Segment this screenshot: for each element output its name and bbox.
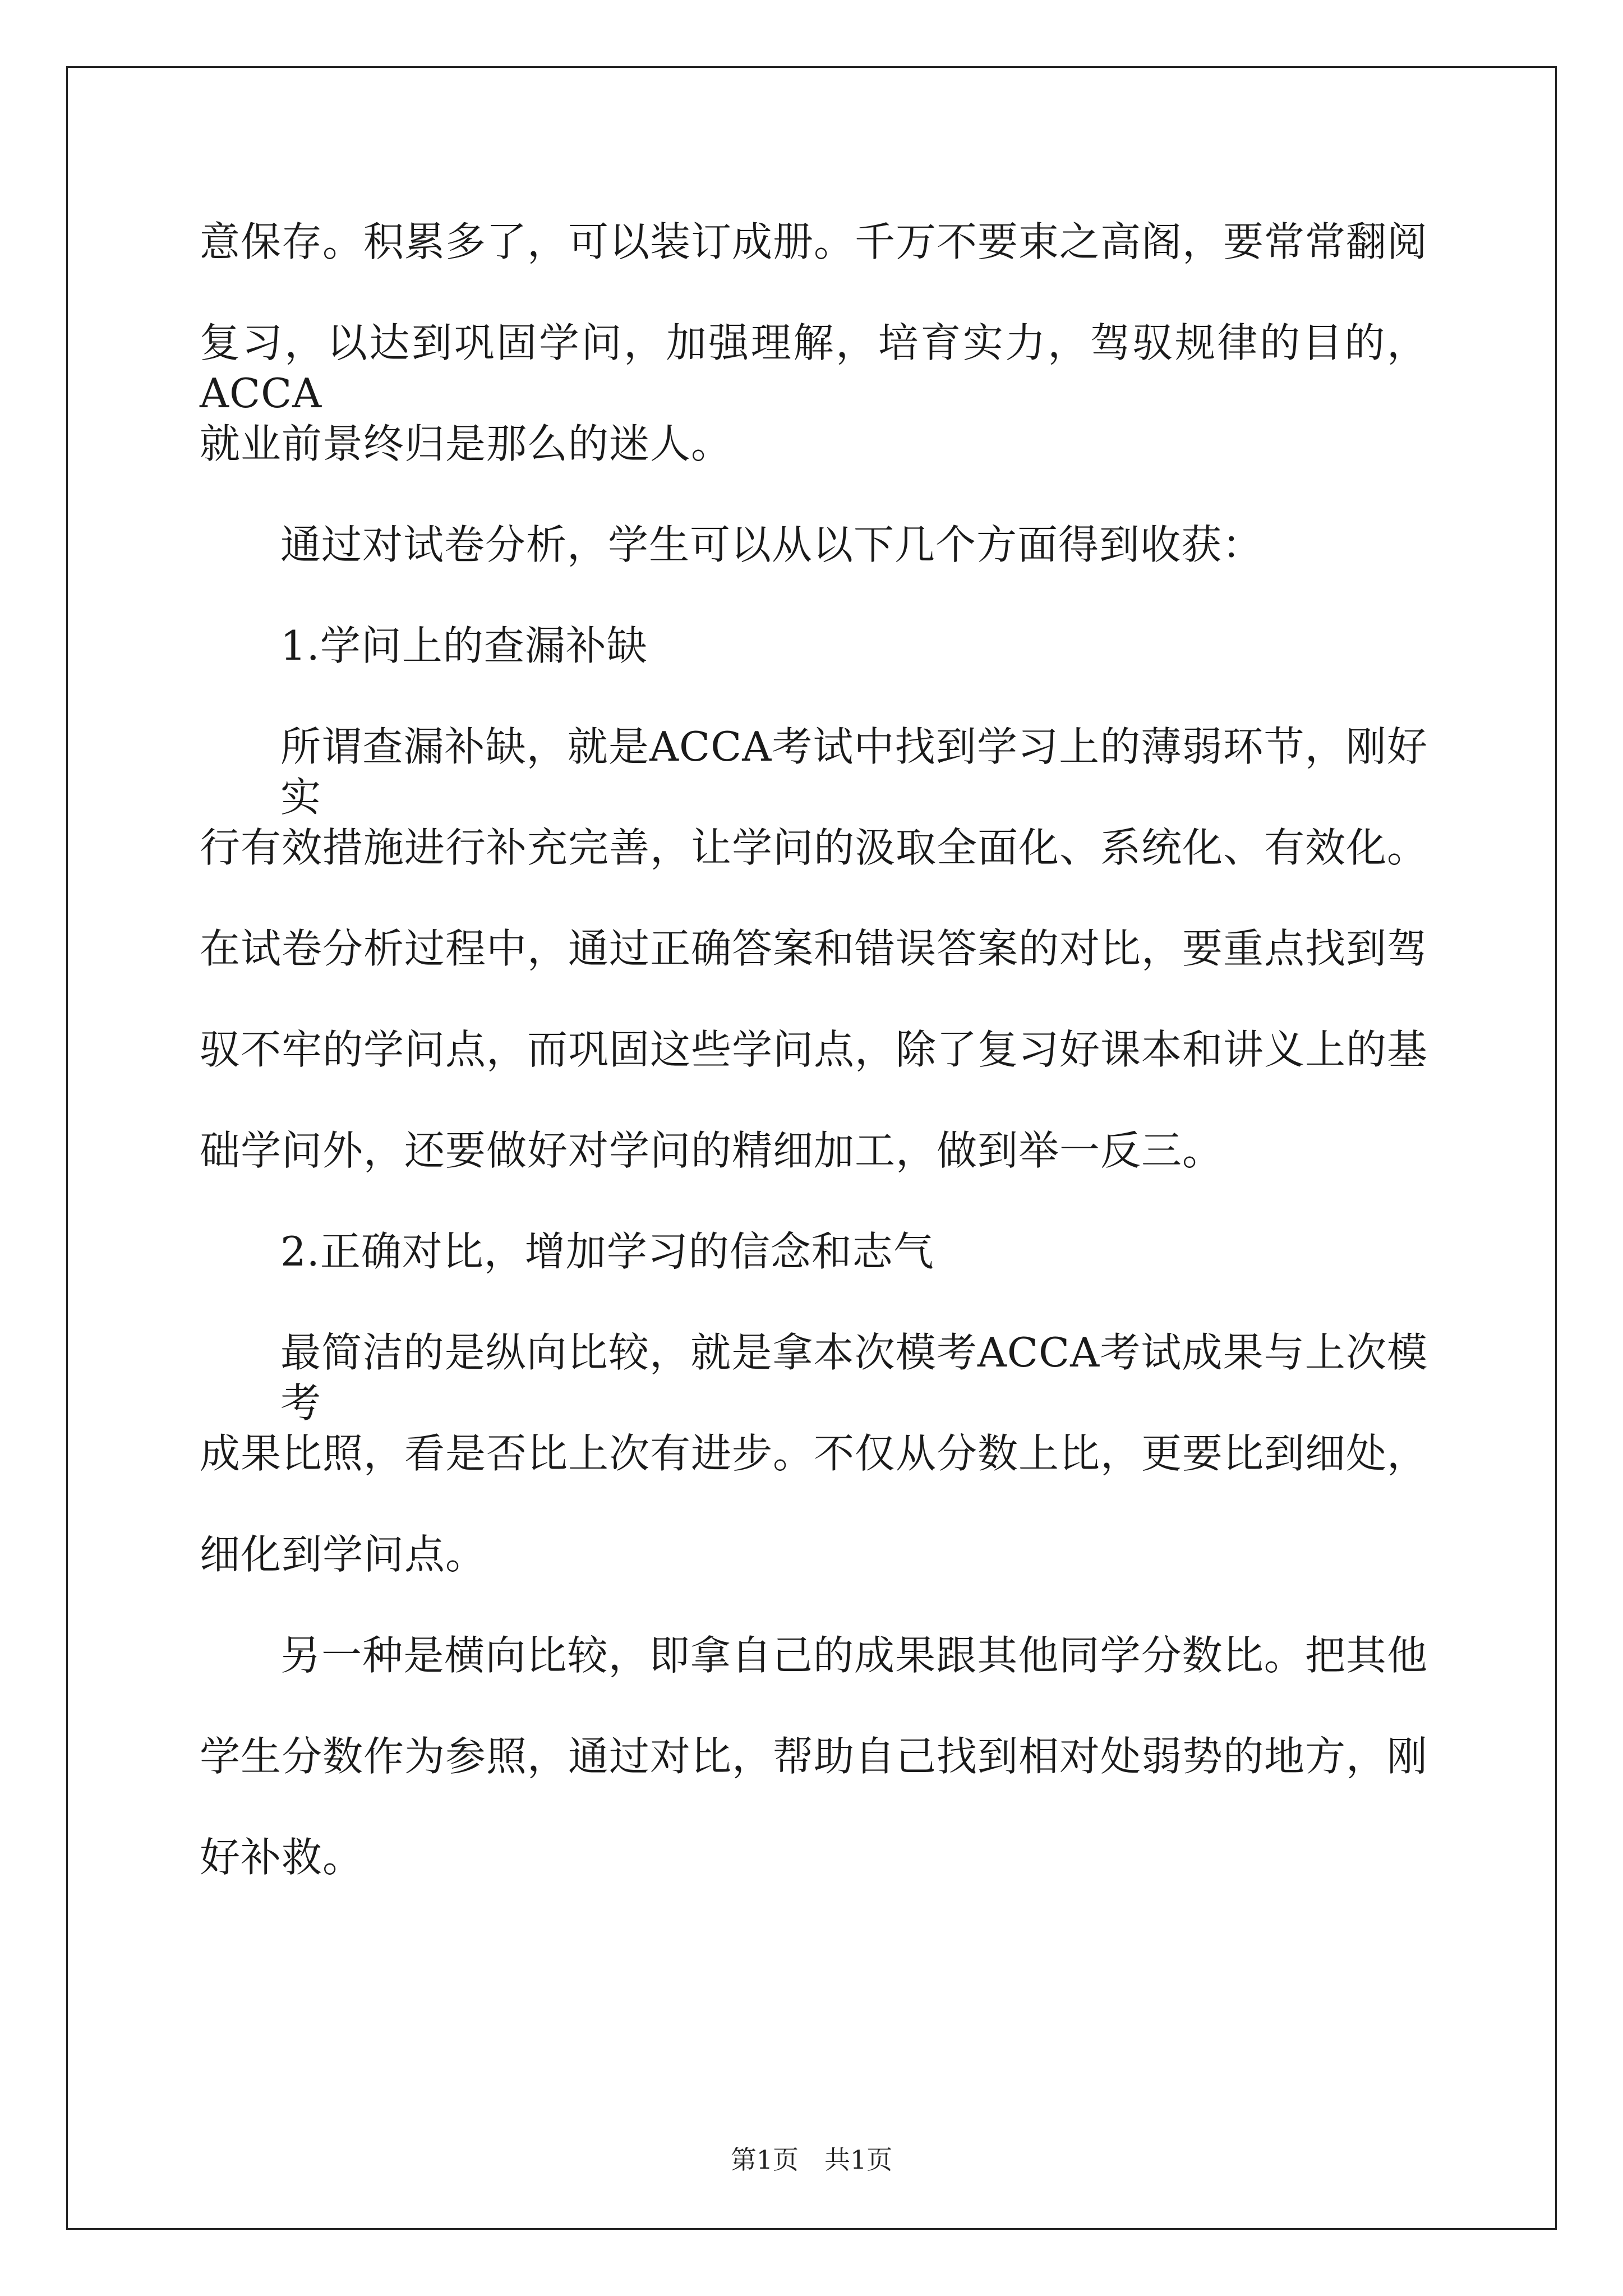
text-line: 在试卷分析过程中，通过正确答案和错误答案的对比，要重点找到驾 <box>200 925 1428 972</box>
text-line: 意保存。积累多了，可以装订成册。千万不要束之高阁，要常常翻阅 <box>200 218 1428 265</box>
text-line: 所谓查漏补缺，就是ACCA考试中找到学习上的薄弱环节，刚好实 <box>280 723 1428 821</box>
page-number-footer: 第1页 共1页 <box>730 2145 893 2175</box>
text-line: 础学问外，还要做好对学问的精细加工，做到举一反三。 <box>200 1127 1224 1174</box>
text-line: 通过对试卷分析，学生可以从以下几个方面得到收获： <box>280 521 1264 568</box>
text-line: 另一种是横向比较，即拿自己的成果跟其他同学分数比。把其他 <box>280 1632 1428 1679</box>
text-line: 学生分数作为参照，通过对比，帮助自己找到相对处弱势的地方，刚 <box>200 1733 1428 1780</box>
text-line: 细化到学问点。 <box>200 1531 487 1578</box>
text-line: 驭不牢的学问点，而巩固这些学问点，除了复习好课本和讲义上的基 <box>200 1026 1428 1073</box>
text-line: 行有效措施进行补充完善，让学问的汲取全面化、系统化、有效化。 <box>200 824 1428 871</box>
text-line: 好补救。 <box>200 1834 364 1881</box>
list-heading: 1.学问上的查漏补缺 <box>280 622 648 669</box>
text-line: 复习，以达到巩固学问，加强理解，培育实力，驾驭规律的目的，ACCA <box>200 319 1428 417</box>
text-line: 最简洁的是纵向比较，就是拿本次模考ACCA考试成果与上次模考 <box>280 1329 1428 1427</box>
text-line: 成果比照，看是否比上次有进步。不仅从分数上比，更要比到细处， <box>200 1430 1428 1477</box>
list-heading: 2.正确对比，增加学习的信念和志气 <box>280 1228 934 1275</box>
text-line: 就业前景终归是那么的迷人。 <box>200 420 732 467</box>
